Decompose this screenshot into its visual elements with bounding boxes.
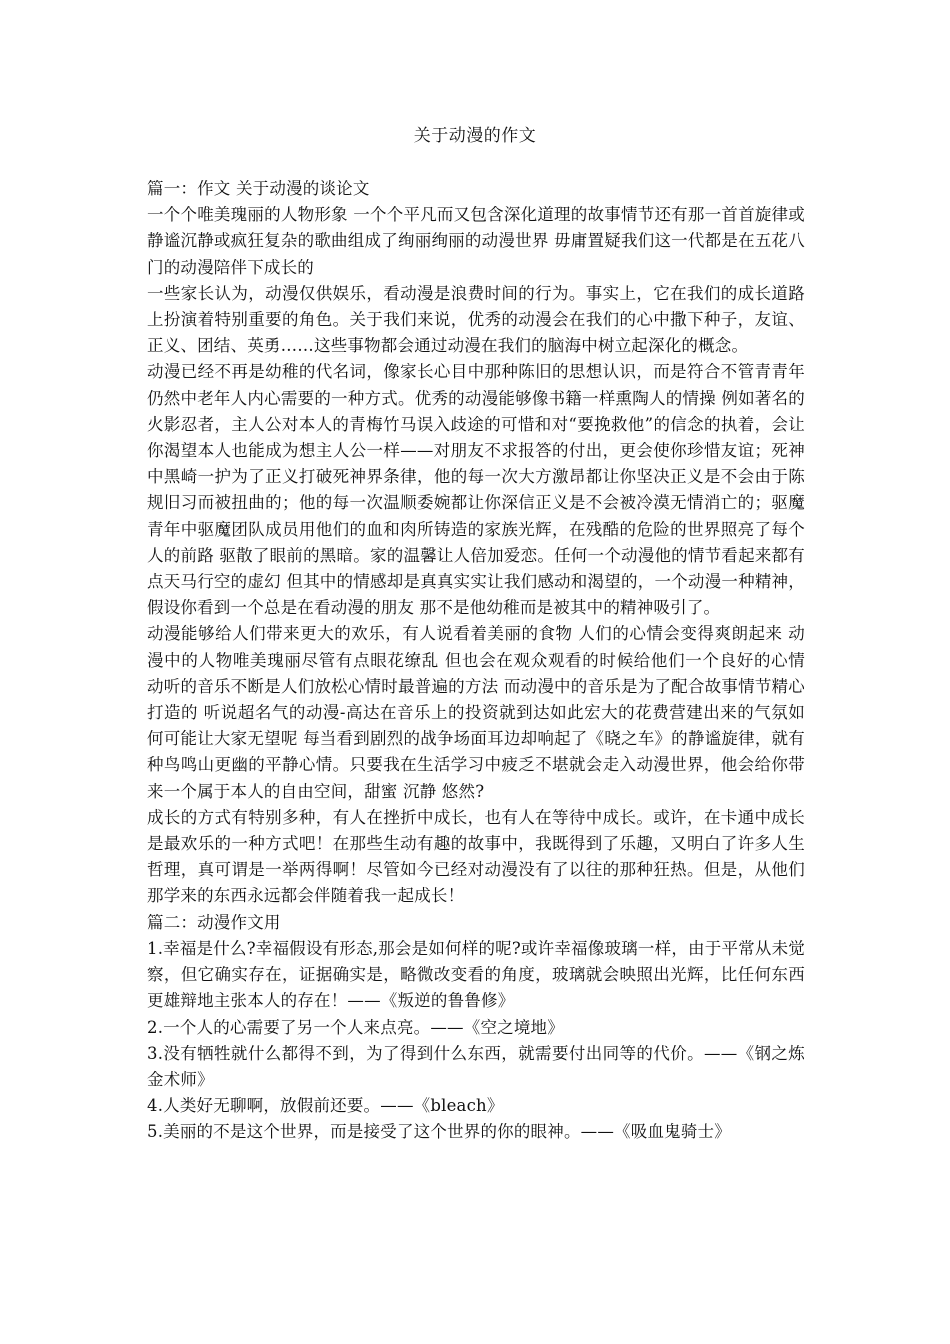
document-body [147, 176, 805, 1146]
paragraph: 动漫能够给人们带来更大的欢乐，有人说看着美丽的食物 人们的心情会变得爽朗起来 动漫中的人物唯美瑰丽尽管有点眼花缭乱 但也会在观众观看的时候给他们一个良好的心情 动听的音乐不断是人们放松心情时最普遍的方法 而动漫中的音乐是为了配合故事情节精心打造的 听说超名气的动漫-高达在音乐上的投资就到达如此宏大的花费营建出来的气氛如何可能让大家无望呢 每当看到剧烈的战争场面耳边却响起了《晓之车》的静谧旋律，就有种鸟鸣山更幽的平静心情。只要我在生活学习中疲乏不堪就会走入动漫世界，他会给你带来一个属于本人的自由空间，甜蜜 沉静 悠然? [147, 624, 805, 801]
quote-item: 1.幸福是什么?幸福假设有形态,那会是如何样的呢?或许幸福像玻璃一样，由于平常从未觉察，但它确实存在，证据确实是，略微改变看的角度，玻璃就会映照出光辉，比任何东西更雄辩地主张本人的存在！——《叛逆的鲁鲁修》 [147, 938, 805, 1011]
section-heading: 篇二：动漫作文用 [147, 912, 281, 932]
quote-item: 5.美丽的不是这个世界，而是接受了这个世界的你的眼神。——《吸血鬼骑士》 [147, 1122, 731, 1142]
quote-item: 3.没有牺牲就什么都得不到，为了得到什么东西，就需要付出同等的代价。——《钢之炼金术师》 [147, 1043, 805, 1089]
quote-item: 2.一个人的心需要了另一个人来点亮。——《空之境地》 [147, 1017, 564, 1037]
paragraph: 动漫已经不再是幼稚的代名词，像家长心目中那种陈旧的思想认识，而是符合不管青青年仍然中老年人内心需要的一种方式。优秀的动漫能够像书籍一样熏陶人的情操 例如著名的火影忍者，主人公对本人的青梅竹马误入歧途的可惜和对“要挽救他”的信念的执着，会让你渴望本人也能成为想主人公一样——对朋友不求报答的付出，更会使你珍惜友谊；死神中黑崎一护为了正义打破死神界条律，他的每一次大方激昂都让你坚决正义是不会由于陈规旧习而被扭曲的；他的每一次温顺委婉都让你深信正义是不会被冷漠无情消亡的；驱魔青年中驱魔团队成员用他们的血和肉所铸造的家族光辉，在残酷的危险的世界照亮了每个人的前路 驱散了眼前的黑暗。家的温馨让人倍加爱恋。任何一个动漫他的情节看起来都有点天马行空的虚幻 但其中的情感却是真真实实让我们感动和渴望的，一个动漫一种精神，假设你看到一个总是在看动漫的朋友 那不是他幼稚而是被其中的精神吸引了。 [147, 362, 805, 618]
document-title: 关于动漫的作文 [413, 126, 537, 146]
paragraph: 成长的方式有特别多种，有人在挫折中成长，也有人在等待中成长。或许，在卡通中成长是最欢乐的一种方式吧！在那些生动有趣的故事中，我既得到了乐趣，又明白了许多人生哲理，真可谓是一举两得啊！尽管如今已经对动漫没有了以往的那种狂热。但是，从他们那学来的东西永远都会伴随着我一起成长！ [147, 807, 805, 906]
paragraph: 一个个唯美瑰丽的人物形象 一个个平凡而又包含深化道理的故事情节还有那一首首旋律或静谧沉静或疯狂复杂的歌曲组成了绚丽绚丽的动漫世界 毋庸置疑我们这一代都是在五花八门的动漫陪伴下成长的 [147, 205, 805, 277]
paragraph: 一些家长认为，动漫仅供娱乐，看动漫是浪费时间的行为。事实上，它在我们的成长道路上扮演着特别重要的角色。关于我们来说，优秀的动漫会在我们的心中撒下种子，友谊、正义、团结、英勇……这些事物都会通过动漫在我们的脑海中树立起深化的概念。 [147, 283, 805, 356]
quote-item: 4.人类好无聊啊，放假前还要。——《bleach》 [147, 1096, 504, 1116]
section-heading: 篇一：作文 关于动漫的谈论文 [147, 179, 370, 198]
